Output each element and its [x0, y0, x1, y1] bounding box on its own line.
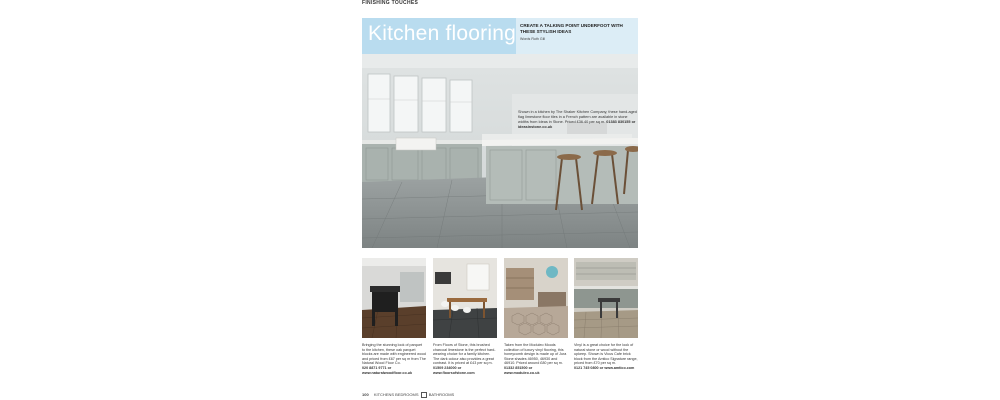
caption-contact: 01332 851500 or www.moduleo.co.uk — [504, 365, 540, 375]
hero-title-box — [362, 18, 516, 54]
thumbnail-row — [362, 258, 638, 338]
footer-publication-right: BATHROOMS — [428, 392, 455, 398]
page-title: Kitchen flooring — [368, 22, 516, 45]
thumbnail-charcoal-limestone-dining — [433, 258, 497, 338]
hero-headline-box — [516, 18, 638, 54]
caption-text: Vinyl is a great choice for the look of natural stone or wood without the upkeep. Shown is Vicus Cafe brick block from the Amtico Signature range, priced from £70 per sq m. — [574, 343, 638, 366]
page-number: 100 — [362, 392, 369, 398]
caption-text: Taken from the Moduleo Moods collection of luxury vinyl flooring, this honeycomb design is made up of Jura Stone shades 46950, 46930 and 46910. Priced around £80 per sq m. — [504, 343, 567, 366]
caption-text: Bringing the stunning look of parquet to the kitchen, these oak parquet blocks are made with engineered wood and priced from £67 per sq m from The Natural Wood Floor Co. — [362, 343, 426, 366]
caption-text: From Floors of Stone, this brushed charcoal limestone is the perfect hard-wearing choice for a family kitchen. The dark colour also provides a great contrast. It is priced at £43 per sq m. — [433, 343, 496, 366]
ampersand-box-icon — [421, 392, 427, 398]
thumbnail-engineered-wood-kitchen — [362, 258, 426, 338]
hero-kitchen-photo — [362, 54, 638, 248]
thumbnail-luxury-vinyl-kitchen — [504, 258, 568, 338]
thumbnail-caption-4 — [574, 343, 638, 371]
hero-caption — [518, 110, 638, 130]
thumbnail-amtico-vinyl-kitchen — [574, 258, 638, 338]
hero-kitchen-illustration — [362, 54, 638, 248]
section-label: FINISHING TOUCHES — [362, 0, 419, 6]
caption-contact: 020 8871 9771 or www.naturalwoodfloor.co.uk — [362, 365, 413, 375]
hero-caption-contact: 01383 830155 or ideasinstone.co.uk — [518, 120, 636, 129]
byline: Words Ruth Gill — [520, 37, 546, 41]
thumbnail-caption-2 — [433, 343, 497, 375]
caption-contact: 0121 745 0800 or www.amtico.com — [574, 365, 635, 370]
thumbnail-caption-1 — [362, 343, 426, 375]
headline: CREATE A TALKING POINT UNDERFOOT WITH THESE STYLISH IDEAS — [520, 23, 623, 34]
caption-contact: 01509 234000 or www.floorsofstone.com — [433, 365, 475, 375]
thumbnail-caption-3 — [504, 343, 568, 375]
footer-publication-left: KITCHENS BEDROOMS — [373, 392, 419, 398]
page-footer — [362, 392, 454, 398]
hero-caption-text: Shown in a kitchen by The Shaker Kitchen Company, these hand-aged flag limestone floor tiles in a French pattern are available in stone widths from Ideas in Stone. Priced £36.40 per sq m. — [518, 110, 637, 124]
magazine-page — [360, 0, 640, 400]
